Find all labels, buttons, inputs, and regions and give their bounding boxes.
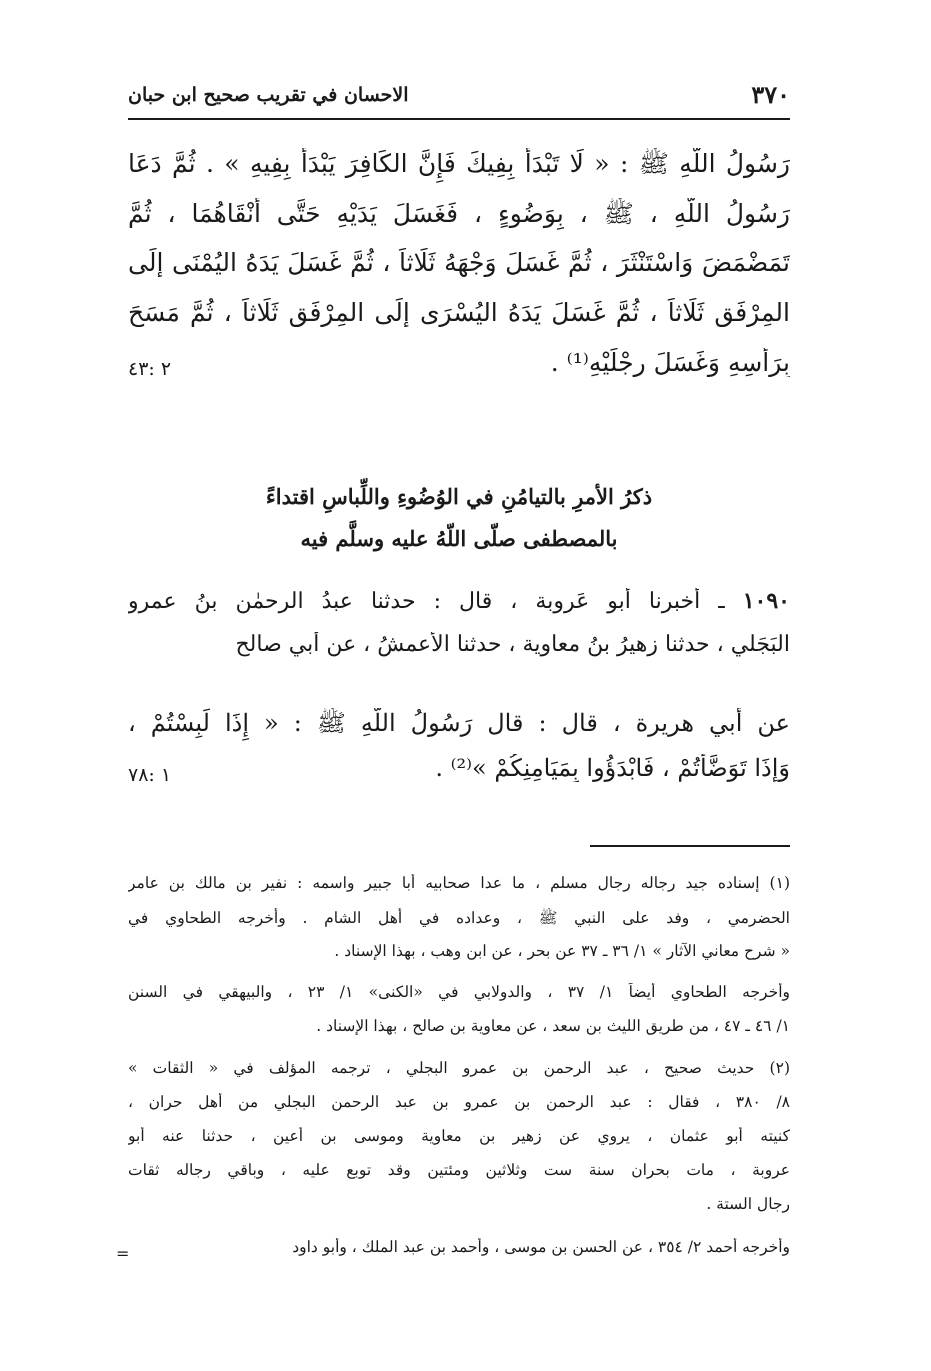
section-heading-line: ذكرُ الأمرِ بالتيامُنِ في الوُضُوءِ واللِّباسِ اقتداءً bbox=[265, 484, 653, 509]
footnote-line: « شرح معاني الآثار » ١/ ٣٦ ـ ٣٧ عن بحر ، عن ابن وهب ، بهذا الإسناد . bbox=[334, 942, 790, 960]
hadith-matn-line: وَإِذَا تَوَضَّأْتُمْ ، فَابْدَؤُوا بِمَيَامِنِكُمْ »⁽²⁾ . bbox=[435, 754, 790, 782]
hadith-isnad-line: البَجَلي ، حدثنا زهيرُ بنُ معاوية ، حدثنا الأعمشُ ، عن أبي صالح bbox=[235, 632, 790, 657]
footnote-line: رجال الستة . bbox=[706, 1195, 790, 1213]
footnote-line: (١) إسناده جيد رجاله رجال مسلم ، ما عدا صحابيه أبا جبير واسمه : نفير بن مالك بن عامر bbox=[128, 874, 790, 892]
footnote-rule bbox=[590, 845, 790, 847]
header-rule bbox=[128, 118, 790, 120]
main-text-line: رَسُولُ اللَّهِ ﷺ : « لَا تَبْدَأْ بِفِيكَ فَإِنَّ الكَافِرَ يَبْدَأُ بِفِيهِ » . ثُمَّ دَعَا bbox=[128, 149, 790, 178]
footnote-line: الحضرمي ، وفد على النبي ﷺ ، وعداده في أهل الشام . وأخرجه الطحاوي في bbox=[128, 909, 790, 927]
continuation-mark: = bbox=[116, 1244, 130, 1263]
section-heading-line: بالمصطفى صلّى اللّهُ عليه وسلَّم فيه bbox=[300, 526, 618, 551]
hadith-number-dash: ـ bbox=[700, 589, 725, 614]
footnote-line: عروبة ، مات بحران سنة ست وثلاثين ومئتين وقد توبع عليه ، وباقي رجاله ثقات bbox=[128, 1161, 790, 1179]
main-text-line: رَسُولُ اللَّهِ ، ﷺ ، بِوَضُوءٍ ، فَغَسَلَ يَدَيْهِ حَتَّى أَنْقَاهُمَا ، ثُمَّ bbox=[128, 199, 790, 228]
footnote-line: وأخرجه الطحاوي أيضاً ١/ ٣٧ ، والدولابي في «الكنى» ١/ ٢٣ ، والبيهقي في السنن bbox=[128, 983, 790, 1001]
page-header bbox=[128, 78, 790, 118]
footnote-line: كنيته أبو عثمان ، يروي عن زهير بن معاوية وموسى بن أعين ، حدثنا عنه أبو bbox=[128, 1127, 790, 1145]
main-text-line: المِرْفَقِ ثَلَاثاً ، ثُمَّ غَسَلَ يَدَهُ اليُسْرَى إِلَى المِرْفَقِ ثَلَاثاً ، ثُمَّ مَسَحَ bbox=[128, 298, 790, 327]
hadith-isnad-line bbox=[128, 588, 790, 614]
reference-marker: ١ :٧٨ bbox=[128, 764, 172, 786]
hadith-number: ١٠٩٠ bbox=[742, 588, 790, 614]
footnote-line: وأخرجه أحمد ٢/ ٣٥٤ ، عن الحسن بن موسى ، وأحمد بن عبد الملك ، وأبو داود bbox=[292, 1238, 790, 1256]
main-text-line: بِرَأْسِهِ وَغَسَلَ رِجْلَيْهِ⁽¹⁾ . bbox=[550, 348, 790, 377]
footnote-line: ٨/ ٣٨٠ ، فقال : عبد الرحمن بن عمرو بن عبد الرحمن البجلي من أهل حران ، bbox=[128, 1093, 790, 1111]
main-text-line: تَمَضْمَضَ وَاسْتَنْثَرَ ، ثُمَّ غَسَلَ وَجْهَهُ ثَلَاثاً ، ثُمَّ غَسَلَ يَدَهُ اليُمْنَى إِلَى bbox=[128, 248, 790, 277]
hadith-matn-line: عن أبي هريرة ، قال : قال رَسُولُ اللَّهِ ﷺ : « إِذَا لَبِسْتُمْ ، bbox=[128, 709, 790, 737]
hadith-isnad-text: أخبرنا أبو عَروبة ، قال : حدثنا عبدُ الرحمٰن بنُ عمرو bbox=[128, 589, 701, 614]
reference-marker: ٢ :٤٣ bbox=[128, 358, 172, 380]
page-number: ٣٧٠ bbox=[751, 80, 790, 109]
footnote-line: (٢) حديث صحيح ، عبد الرحمن بن عمرو البجلي ، ترجمه المؤلف في « الثقات » bbox=[128, 1059, 790, 1077]
running-title: الاحسان في تقريب صحيح ابن حبان bbox=[128, 84, 409, 106]
footnote-line: ١/ ٤٦ ـ ٤٧ ، من طريق الليث بن سعد ، عن معاوية بن صالح ، بهذا الإسناد . bbox=[316, 1017, 790, 1035]
